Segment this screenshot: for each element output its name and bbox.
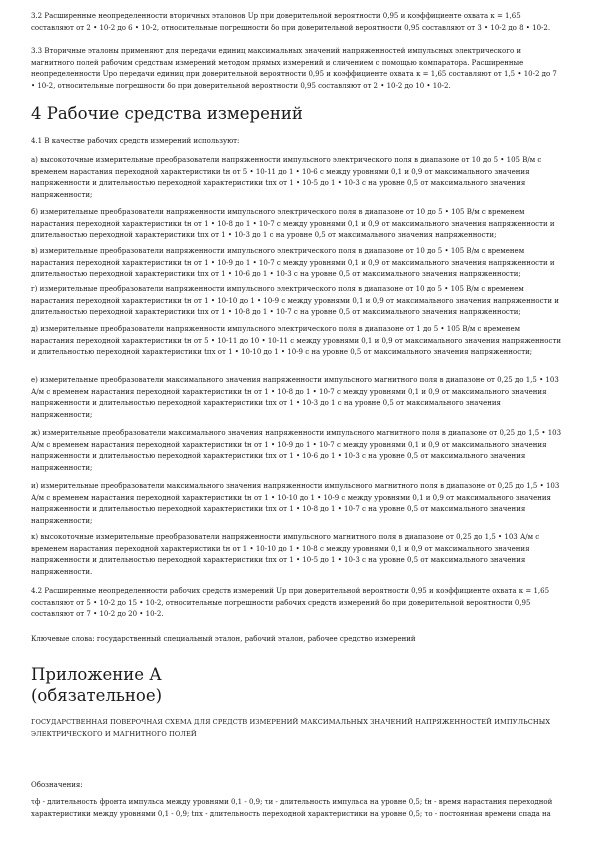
paragraph-3-2: 3.2 Расширенные неопределенности вторичных эталонов Uр при доверительной вероятности 0,95 и коэффициенте охвата к = 1,65 составляют от 2 • 10-2 до 6 • 10-2, относительные погрешности δо при доверительной вероятности 0,95 составляют от 3 • 10-2 до 8 • 10-2. — [31, 12, 551, 32]
notation-text: τф - длительность фронта импульса между уровнями 0,1 - 0,9; τи - длительность импульса на уровне 0,5; tн - время нарастания переходной характеристики между уровнями 0,1 - 0,9; tпх - длительность переходной характеристики на уровне 0,5; τо - постоянная времени спада на — [31, 798, 553, 818]
list-item-d: д) измерительные преобразователи напряженности импульсного электрического поля в диапазоне от 1 до 5 • 105 В/м с временем нарастания переходной характеристики tн от 5 • 10-11 до 10 • 10-11 с между уровнями 0,1 и 0,9 от максимального значения напряженности и длительностью переходной характеристики tпх от 1 • 10-10 до 1 • 10-9 с на уровне 0,5 от максимального значения напряженности; — [31, 325, 561, 356]
list-item-v: в) измерительные преобразователи напряженности импульсного электрического поля в диапазоне от 10 до 5 • 105 В/м с временем нарастания переходной характеристики tн от 1 • 10-9 до 1 • 10-7 с между уровнями 0,1 и 0,9 от максимального значения напряженности и длительностью переходной характеристики tпх от 1 • 10-6 до 1 • 10-3 с на уровне 0,5 от максимального значения напряженности; — [31, 247, 555, 278]
list-item-k: к) высокоточные измерительные преобразователи напряженности импульсного магнитного поля в диапазоне от 0,25 до 1,5 • 103 А/м с временем нарастания переходной характеристики tн от 1 • 10-10 до 1 • 10-8 с между уровнями 0,1 и 0,9 от максимального значения напряженности и длительностью переходной характеристики tпх от 1 • 10-5 до 1 • 10-3 с на уровне 0,5 от максимального значения напряженности. — [31, 533, 540, 576]
scheme-title: ГОСУДАРСТВЕННАЯ ПОВЕРОЧНАЯ СХЕМА ДЛЯ СРЕДСТВ ИЗМЕРЕНИЙ МАКСИМАЛЬНЫХ ЗНАЧЕНИЙ НАПРЯЖЕННОСТЕЙ ИМПУЛЬСНЫХ ЭЛЕКТРИЧЕСКОГО И МАГНИТНОГО ПОЛЕЙ — [31, 718, 551, 738]
paragraph-4-2: 4.2 Расширенные неопределенности рабочих средств измерений Uр при доверительной вероятности 0,95 и коэффициенте охвата к = 1,65 составляют от 5 • 10-2 до 15 • 10-2, относительные погрешности рабочих средств измерений δо при доверительной вероятности 0,95 составляют от 7 • 10-2 до 20 • 10-2. — [31, 587, 550, 618]
appendix-title: Приложение А — [31, 665, 162, 684]
paragraph-3-3: 3.3 Вторичные эталоны применяют для передачи единиц максимальных значений напряженностей импульсных электрического и магнитного полей рабочим средствам измерений методом прямых измерений и сличением с помощью компаратора. Расширенные неопределенности Uро передачи единиц при доверительной вероятности 0,95 и коэффициенте охвата к = 1,65 составляют от 1,5 • 10-2 до 7 • 10-2, относительные погрешности δо при доверительной вероятности 0,95 составляют от 2 • 10-2 до 10 • 10-2. — [31, 47, 557, 90]
paragraph-4-1: 4.1 В качестве рабочих средств измерений используют: — [31, 137, 240, 145]
list-item-zh: ж) измерительные преобразователи максимального значения напряженности импульсного магнитного поля в диапазоне от 0,25 до 1,5 • 103 А/м с временем нарастания переходной характеристики tн от 1 • 10-9 до 1 • 10-7 с между уровнями 0,1 и 0,9 от максимального значения напряженности и длительностью переходной характеристики tпх от 1 • 10-6 до 1 • 10-3 с на уровне 0,5 от максимального значения напряженности; — [31, 429, 562, 472]
list-item-a: а) высокоточные измерительные преобразователи напряженности импульсного электрического поля в диапазоне от 10 до 5 • 105 В/м с временем нарастания переходной характеристики tн от 5 • 10-11 до 1 • 10-6 с между уровнями 0,1 и 0,9 от максимального значения напряженности и длительностью переходной характеристики tпх от 1 • 10-5 до 1 • 10-3 с на уровне 0,5 от максимального значения напряженности; — [31, 156, 542, 199]
section-4-heading: 4 Рабочие средства измерений — [31, 104, 303, 123]
appendix-subtitle: (обязательное) — [31, 686, 163, 705]
notation-heading: Обозначения: — [31, 781, 83, 789]
list-item-b: б) измерительные преобразователи напряженности импульсного электрического поля в диапазоне от 10 до 5 • 105 В/м с временем нарастания переходной характеристики tн от 1 • 10-8 до 1 • 10-7 с между уровнями 0,1 и 0,9 от максимального значения напряженности и длительностью переходной характеристики tпх от 1 • 10-3 до 1 с на уровне 0,5 от максимального значения напряженности; — [31, 208, 555, 239]
list-item-i: и) измерительные преобразователи максимального значения напряженности импульсного магнитного поля в диапазоне от 0,25 до 1,5 • 103 А/м с временем нарастания переходной характеристики tн от 1 • 10-10 до 1 • 10-9 с между уровнями 0,1 и 0,9 от максимального значения напряженности и длительностью переходной характеристики tпх от 1 • 10-8 до 1 • 10-7 с на уровне 0,5 от максимального значения напряженности; — [31, 482, 560, 525]
list-item-g: г) измерительные преобразователи напряженности импульсного электрического поля в диапазоне от 10 до 5 • 105 В/м с временем нарастания переходной характеристики tн от 1 • 10-10 до 1 • 10-9 с между уровнями 0,1 и 0,9 от максимального значения напряженности и длительностью переходной характеристики tпх от 1 • 10-8 до 1 • 10-7 с на уровне 0,5 от максимального значения напряженности; — [31, 285, 559, 316]
list-item-e: е) измерительные преобразователи максимального значения напряженности импульсного магнитного поля в диапазоне от 0,25 до 1,5 • 103 А/м с временем нарастания переходной характеристики tн от 1 • 10-8 до 1 • 10-7 с между уровнями 0,1 и 0,9 от максимального значения напряженности и длительностью переходной характеристики tпх от 1 • 10-3 до 1 с на уровне 0,5 от максимального значения напряженности; — [31, 376, 559, 419]
keywords: Ключевые слова: государственный специальный эталон, рабочий эталон, рабочее средство измерений — [31, 635, 416, 643]
